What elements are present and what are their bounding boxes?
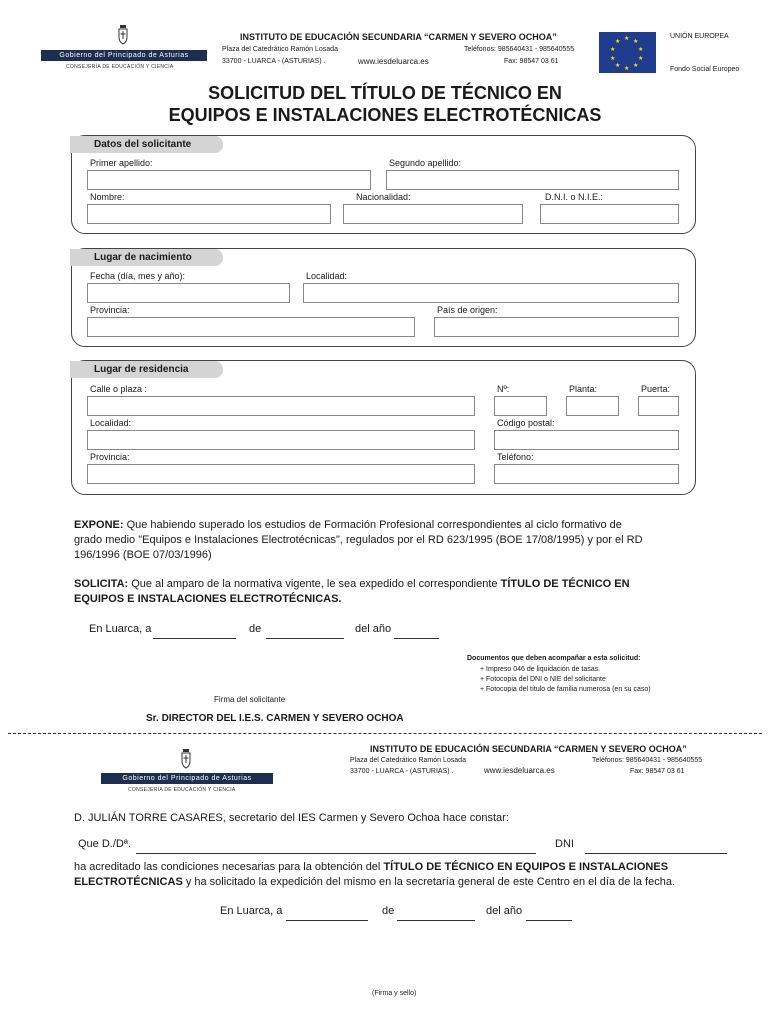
- input-planta[interactable]: [566, 396, 619, 416]
- label-provincia-nac: Provincia:: [90, 305, 130, 315]
- date-del-ano: del año: [355, 623, 392, 635]
- date-de: de: [249, 623, 262, 635]
- input-localidad-nac[interactable]: [303, 283, 679, 303]
- cert-que: Que D./Dª.: [78, 838, 131, 850]
- input-localidad-res[interactable]: [87, 430, 475, 450]
- label-calle: Calle o plaza :: [90, 384, 148, 394]
- firma-solicitante: Firma del solicitante: [214, 695, 286, 704]
- asturias-crest-icon: [116, 25, 130, 45]
- label-dni: D.N.I. o N.I.E.:: [545, 192, 604, 202]
- input-nacionalidad[interactable]: [343, 204, 523, 224]
- docs-title: Documentos que deben acompañar a esta solicitud:: [467, 655, 641, 662]
- cert-text-a: ha acreditado las condiciones necesarias para la obtención del: [74, 861, 384, 873]
- website-link-2[interactable]: www.iesdeluarca.es: [484, 766, 555, 775]
- label-pais: País de origen:: [437, 305, 498, 315]
- cert-de: de: [382, 905, 395, 917]
- cert-bold-a: TÍTULO DE TÉCNICO EN EQUIPOS E INSTALACIONES: [383, 861, 669, 873]
- gov-bar-2: Gobierno del Principado de Asturias: [101, 773, 273, 784]
- label-provincia-res: Provincia:: [90, 452, 130, 462]
- cert-del-ano: del año: [486, 905, 523, 917]
- input-mes-cert[interactable]: [397, 920, 475, 921]
- cert-dni-label: DNI: [555, 838, 574, 850]
- cert-text-b: y ha solicitado la expedición del mismo en la secretaría general de este Centro en el día de la fecha.: [182, 876, 676, 888]
- fax-2: Fax: 98547 03 61: [630, 768, 685, 775]
- eu-flag-icon: ★ ★ ★ ★ ★ ★ ★ ★ ★ ★: [599, 32, 656, 73]
- website-link[interactable]: www.iesdeluarca.es: [358, 57, 429, 66]
- input-dia[interactable]: [153, 638, 236, 639]
- input-provincia-nac[interactable]: [87, 317, 415, 337]
- title-line-2: EQUIPOS E INSTALACIONES ELECTROTÉCNICAS: [168, 105, 602, 125]
- input-pais[interactable]: [434, 317, 679, 337]
- date-en-luarca: En Luarca, a: [89, 623, 152, 635]
- gov-bar: Gobierno del Principado de Asturias: [41, 50, 207, 61]
- tab-solicitante: Datos del solicitante: [70, 136, 223, 153]
- label-nacionalidad: Nacionalidad:: [356, 192, 411, 202]
- address-1-2: Plaza del Catedrático Ramón Losada: [350, 757, 466, 764]
- input-dni-cert[interactable]: [585, 853, 727, 854]
- label-nombre: Nombre:: [90, 192, 125, 202]
- input-mes[interactable]: [266, 638, 344, 639]
- asturias-crest-icon-2: [179, 749, 193, 769]
- label-primer-apellido: Primer apellido:: [90, 158, 153, 168]
- label-fecha: Fecha (día, mes y año):: [90, 271, 186, 281]
- docs-item-3: + Fotocopia del título de familia numerosa (en su caso): [480, 686, 651, 693]
- input-dia-cert[interactable]: [286, 920, 368, 921]
- solicita-text: Que al amparo de la normativa vigente, le sea expedido el correspondiente: [128, 578, 501, 590]
- solicita-paragraph: [74, 577, 704, 607]
- tab-nacimiento: Lugar de nacimiento: [70, 249, 223, 266]
- fax: Fax: 98547 03 61: [504, 58, 559, 65]
- label-numero: Nº:: [497, 384, 510, 394]
- input-numero[interactable]: [494, 396, 547, 416]
- input-ano[interactable]: [394, 638, 439, 639]
- expone-text-3: 196/1996 (BOE 07/03/1996): [74, 549, 212, 561]
- title-line-1: SOLICITUD DEL TÍTULO DE TÉCNICO EN: [208, 83, 562, 103]
- input-primer-apellido[interactable]: [87, 170, 371, 190]
- input-cp[interactable]: [494, 430, 679, 450]
- docs-item-2: + Fotocopia del DNI o NIE del solicitante: [480, 676, 606, 683]
- label-puerta: Puerta:: [641, 384, 671, 394]
- label-localidad-nac: Localidad:: [306, 271, 348, 281]
- tab-residencia: Lugar de residencia: [70, 361, 223, 378]
- docs-item-1: + Impreso 046 de liquidación de tasas.: [480, 666, 601, 673]
- eu-label: UNIÓN EUROPEA: [670, 33, 729, 40]
- fse-label: Fondo Social Europeo: [670, 66, 740, 73]
- address-2-2: 33700 - LUARCA - (ASTURIAS) .: [350, 768, 454, 775]
- phones: Teléfonos: 985640431 - 985640555: [464, 46, 575, 53]
- cert-bold-b: ELECTROTÉCNICAS: [74, 876, 183, 888]
- address-2: 33700 - LUARCA - (ASTURIAS) .: [222, 58, 326, 65]
- institute-name: INSTITUTO DE EDUCACIÓN SECUNDARIA “CARMEN Y SEVERO OCHOA”: [240, 32, 557, 42]
- input-calle[interactable]: [87, 396, 475, 416]
- label-localidad-res: Localidad:: [90, 418, 132, 428]
- label-segundo-apellido: Segundo apellido:: [389, 158, 462, 168]
- input-fecha[interactable]: [87, 283, 290, 303]
- solicita-bold-2: EQUIPOS E INSTALACIONES ELECTROTÉCNICAS.: [74, 593, 342, 605]
- expone-text-1: Que habiendo superado los estudios de Formación Profesional correspondientes al ciclo formativo de: [123, 519, 622, 531]
- solicita-bold-1: TÍTULO DE TÉCNICO EN: [500, 578, 630, 590]
- gov-subtitle: CONSEJERÍA DE EDUCACIÓN Y CIENCIA: [66, 64, 174, 70]
- phones-2: Teléfonos: 985640431 - 985640555: [592, 757, 703, 764]
- gov-subtitle-2: CONSEJERÍA DE EDUCACIÓN Y CIENCIA: [128, 787, 236, 793]
- input-provincia-res[interactable]: [87, 464, 475, 484]
- label-planta: Planta:: [569, 384, 598, 394]
- expone-paragraph: [74, 518, 704, 563]
- input-nombre-cert[interactable]: [136, 853, 536, 854]
- institute-name-2: INSTITUTO DE EDUCACIÓN SECUNDARIA “CARMEN Y SEVERO OCHOA”: [370, 744, 687, 754]
- label-cp: Código postal:: [497, 418, 555, 428]
- director-line: Sr. DIRECTOR DEL I.E.S. CARMEN Y SEVERO OCHOA: [146, 713, 404, 724]
- input-puerta[interactable]: [638, 396, 679, 416]
- cut-line: [8, 733, 762, 734]
- input-nombre[interactable]: [87, 204, 331, 224]
- label-telefono: Teléfono:: [497, 452, 534, 462]
- expone-text-2: grado medio "Equipos e Instalaciones Electrotécnicas", regulados por el RD 623/1995 (BOE 17/08/1995) y por el RD: [74, 534, 643, 546]
- expone-label: EXPONE:: [74, 519, 124, 531]
- input-ano-cert[interactable]: [526, 920, 572, 921]
- firma-sello: (Firma y sello): [372, 990, 417, 997]
- input-segundo-apellido[interactable]: [386, 170, 679, 190]
- cert-line-1: D. JULIÁN TORRE CASARES, secretario del IES Carmen y Severo Ochoa hace constar:: [74, 812, 509, 824]
- cert-paragraph: [74, 860, 714, 890]
- input-dni[interactable]: [540, 204, 679, 224]
- input-telefono[interactable]: [494, 464, 679, 484]
- address-1: Plaza del Catedrático Ramón Losada: [222, 46, 338, 53]
- solicita-label: SOLICITA:: [74, 578, 129, 590]
- cert-en-luarca: En Luarca, a: [220, 905, 283, 917]
